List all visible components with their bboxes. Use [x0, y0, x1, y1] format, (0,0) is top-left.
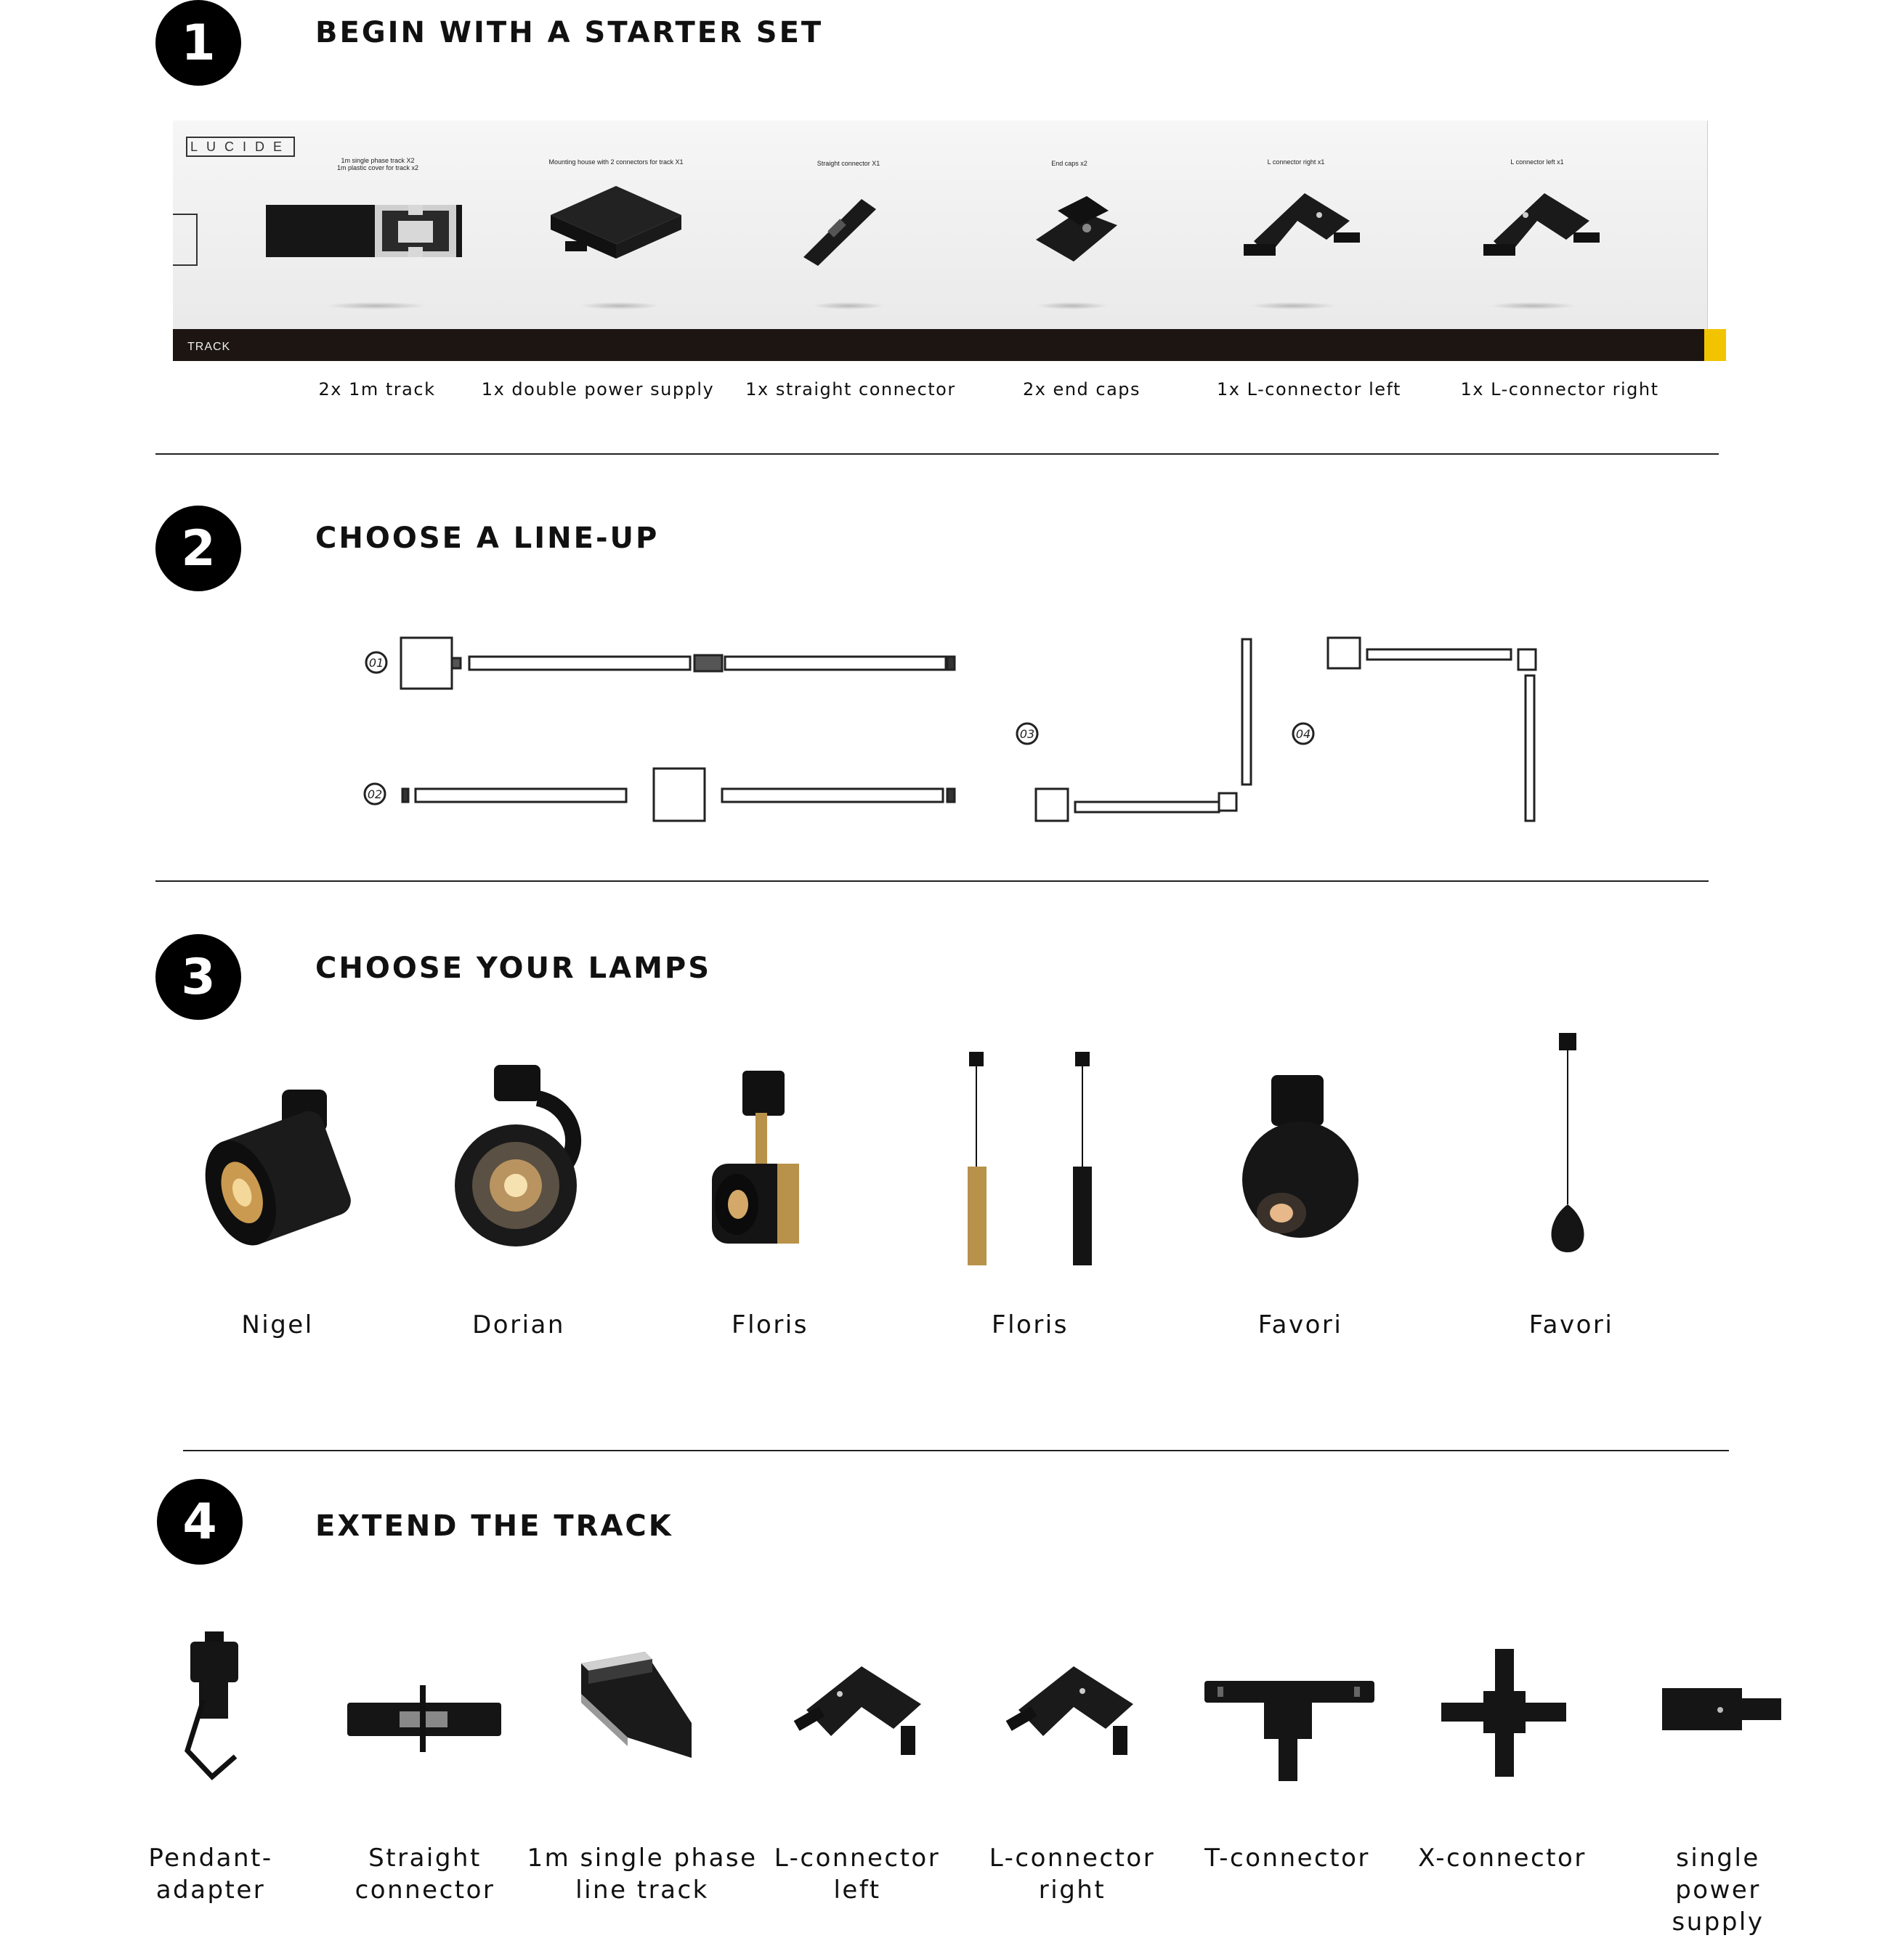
lamp-dorian-image [450, 1062, 596, 1273]
ext-x-connector-image [1440, 1647, 1568, 1778]
lamp-name-favori-2: Favori [1528, 1310, 1614, 1339]
step-2-badge: 2 [155, 506, 241, 591]
ext-name-straight-connector: Straight connector [355, 1844, 495, 1905]
starter-caption-4: 2x end caps [1022, 379, 1141, 400]
lamp-nigel-image [196, 1082, 356, 1257]
lamp-floris-pendant-image [952, 1046, 1133, 1271]
ext-name-t-connector: T-connector [1204, 1844, 1370, 1873]
step-2-title: CHOOSE A LINE-UP [315, 522, 660, 555]
lineup-label-03: 03 [1019, 727, 1035, 741]
divider-2 [155, 880, 1709, 882]
ext-power-supply-image [1661, 1685, 1784, 1736]
step-3-title: CHOOSE YOUR LAMPS [315, 952, 712, 985]
straight-connector-image [796, 185, 883, 272]
ext-track-image [578, 1650, 694, 1759]
ext-name-l-connector-left: L-connector left [774, 1844, 941, 1905]
step-1-badge: 1 [155, 0, 241, 86]
divider-3 [183, 1450, 1729, 1451]
lamp-name-dorian: Dorian [472, 1310, 565, 1339]
banner-strip-label: TRACK [187, 341, 231, 353]
divider-1 [155, 453, 1719, 455]
lamp-favori-pendant-image [1533, 1030, 1605, 1255]
starter-caption-2: 1x double power supply [481, 379, 715, 400]
lineup-diagrams [356, 625, 1562, 828]
ext-l-connector-right-image [1004, 1659, 1142, 1761]
step-3-badge: 3 [155, 934, 241, 1020]
starter-set-banner [173, 121, 1726, 361]
lineup-label-04: 04 [1295, 727, 1311, 741]
banner-label-5: L connector right x1 [1267, 158, 1325, 166]
lamp-name-floris-2: Floris [992, 1310, 1069, 1339]
track-image [266, 199, 462, 264]
ext-name-l-connector-right: L-connector right [989, 1844, 1156, 1905]
step-4-badge: 4 [157, 1479, 243, 1565]
l-connector-left-image [1479, 183, 1603, 270]
brand-logo: LUCIDE [186, 137, 295, 157]
ext-t-connector-image [1203, 1666, 1376, 1783]
banner-bracket [173, 214, 198, 266]
step-1-title: BEGIN WITH A STARTER SET [315, 16, 824, 49]
lamp-favori-spot-image [1235, 1068, 1380, 1264]
l-connector-right-image [1239, 183, 1363, 270]
lamp-name-floris-1: Floris [732, 1310, 809, 1339]
lineup-label-02: 02 [367, 787, 383, 801]
ext-name-track: 1m single phase line track [527, 1844, 758, 1905]
lamp-floris-spot-image [705, 1069, 821, 1258]
banner-side-panel [1707, 121, 1726, 329]
ext-name-x-connector: X-connector [1418, 1844, 1587, 1873]
ext-name-pendant-adapter: Pendant-adapter [148, 1844, 273, 1905]
pendant-adapter-image [171, 1627, 259, 1787]
starter-caption-5: 1x L-connector left [1217, 379, 1401, 400]
starter-caption-3: 1x straight connector [745, 379, 956, 400]
end-cap-image [1029, 182, 1123, 276]
home-icon [1704, 329, 1726, 361]
banner-label-4: End caps x2 [1051, 160, 1087, 167]
lamp-name-nigel: Nigel [241, 1310, 314, 1339]
ext-straight-connector-image [344, 1682, 504, 1755]
banner-label-3: Straight connector X1 [817, 160, 880, 167]
starter-caption-6: 1x L-connector right [1460, 379, 1659, 400]
ext-l-connector-left-image [792, 1659, 930, 1761]
lamp-name-favori-1: Favori [1257, 1310, 1343, 1339]
banner-label-2: Mounting house with 2 connectors for track X1 [548, 158, 684, 166]
lineup-label-01: 01 [368, 656, 384, 670]
ext-name-single-power-supply: single power supply [1672, 1844, 1765, 1937]
banner-strip [173, 329, 1726, 361]
banner-label-6: L connector left x1 [1510, 158, 1564, 166]
banner-label-1: 1m single phase track X2 1m plastic cover for track x2 [336, 157, 419, 171]
starter-caption-1: 2x 1m track [318, 379, 436, 400]
step-4-title: EXTEND THE TRACK [315, 1509, 673, 1543]
power-supply-image [551, 179, 689, 273]
